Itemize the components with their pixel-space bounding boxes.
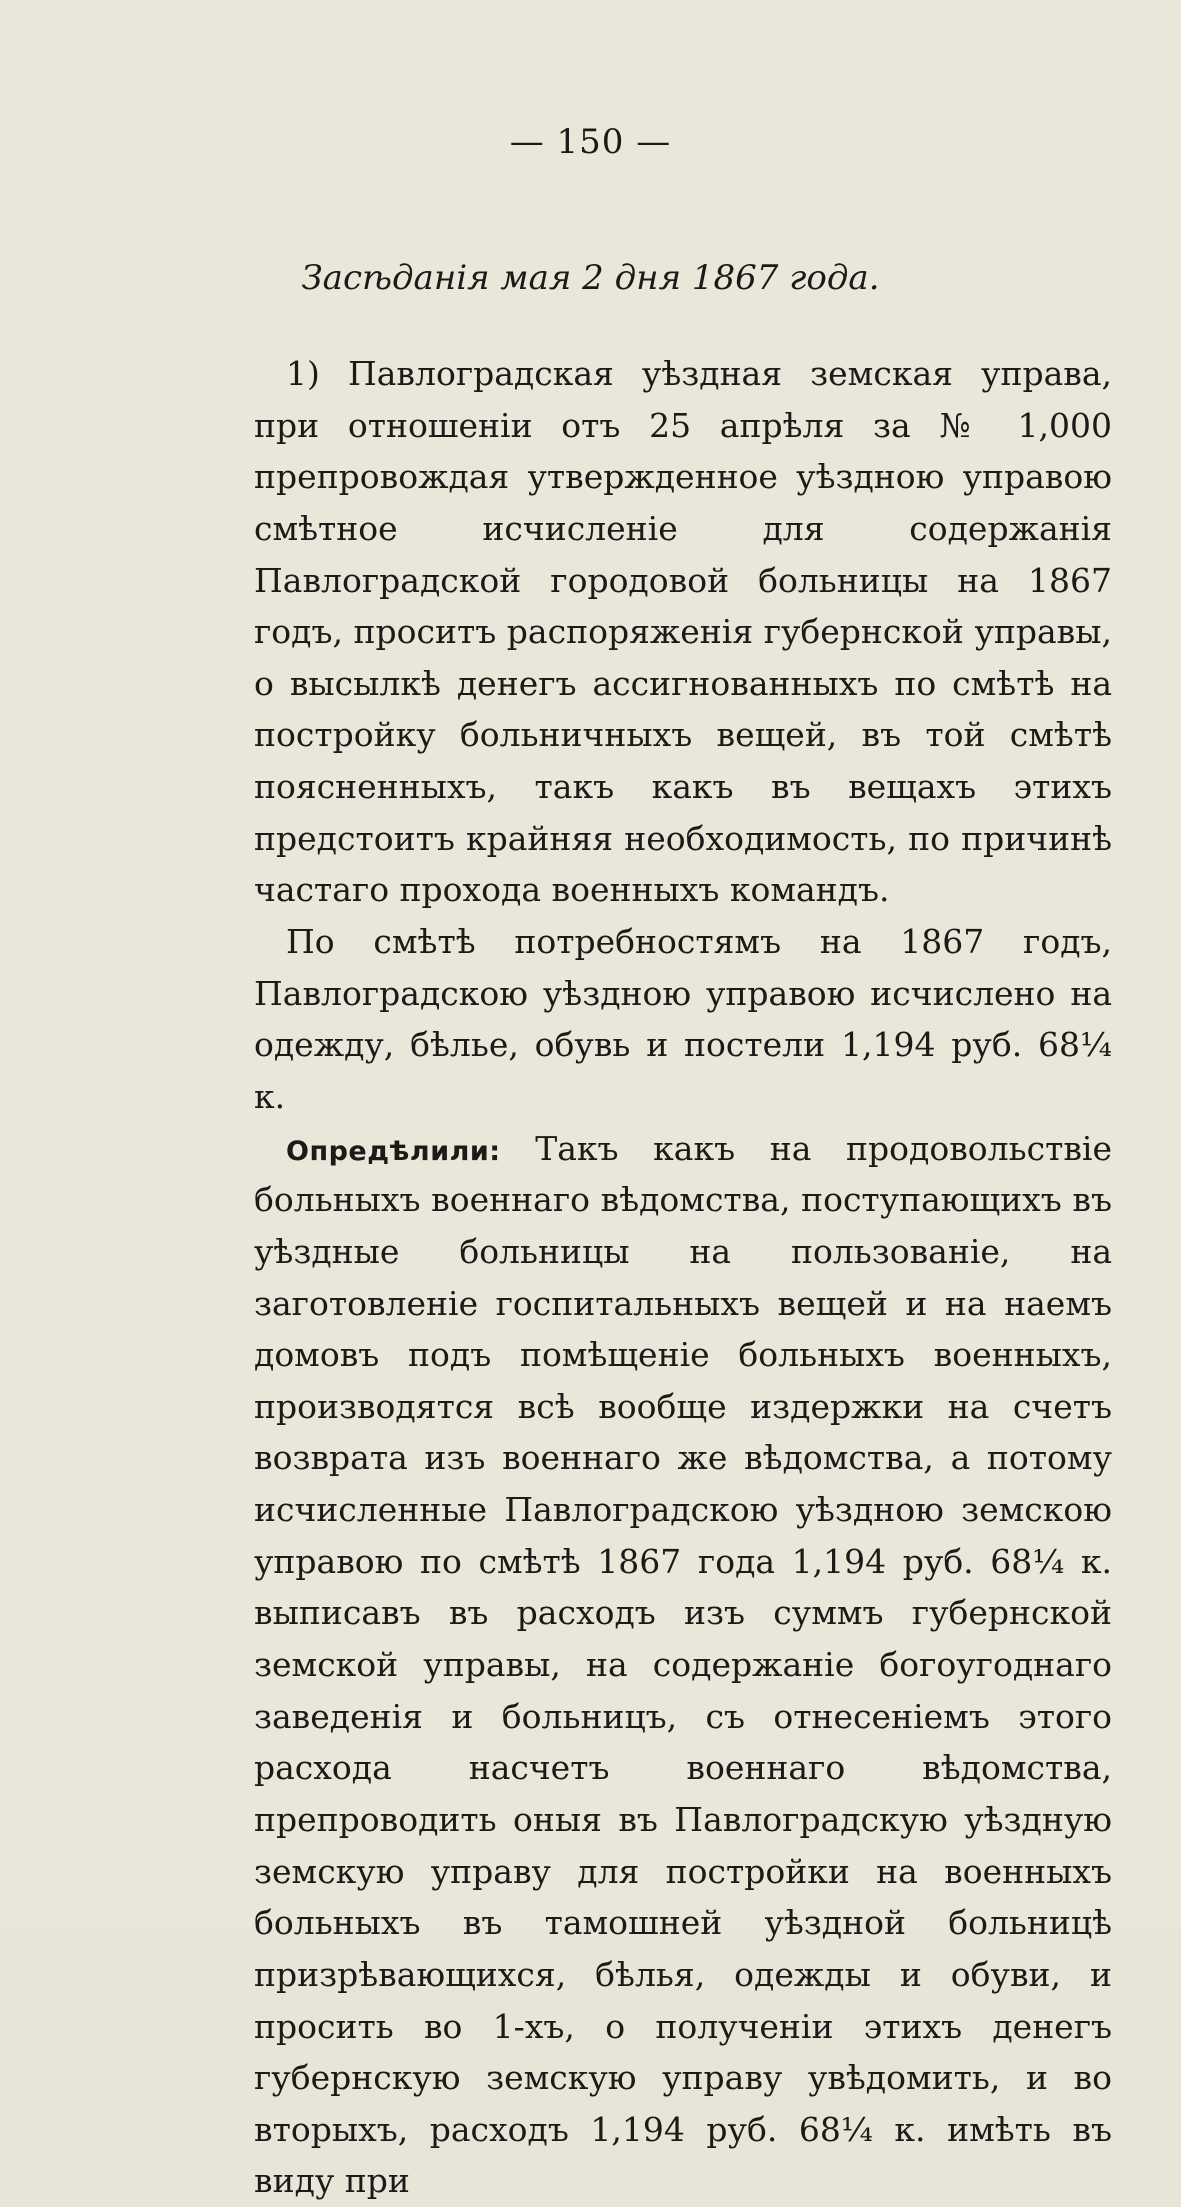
paragraph-resolution [254,1123,1112,2207]
resolution-label: Опредѣлили: [286,1135,501,1167]
paragraph-estimate: По смѣтѣ потребностямъ на 1867 годъ, Павлоградскою уѣздною управою исчислено на одежду, бѣлье, обувь и постели 1,194 руб. 68¼ к. [254,922,1112,1116]
page-number: — 150 — [509,122,672,162]
section-heading: Засѣданія мая 2 дня 1867 года. [301,258,880,298]
paragraph-petition: 1) Павлоградская уѣздная земская управа, при отношеніи отъ 25 апрѣля за № 1,000 препровождая утвержденное уѣздною управою смѣтное исчисленіе для содержанія Павлоградской городовой больницы на 1867 годъ, проситъ распоряженія губернской управы, о высылкѣ денегъ ассигнованныхъ по смѣтѣ на постройку больничныхъ вещей, въ той смѣтѣ поясненныхъ, такъ какъ въ вещахъ этихъ предстоитъ крайняя необходимость, по причинѣ частаго прохода военныхъ командъ. [254,354,1112,910]
body-text [254,348,1112,2207]
resolution-text: Такъ какъ на продовольствіе больныхъ военнаго вѣдомства, поступающихъ въ уѣздные больницы на пользованіе, на заготовленіе госпитальныхъ вещей и на наемъ домовъ подъ помѣщеніе больныхъ военныхъ, производятся всѣ вообще издержки на счетъ возврата изъ военнаго же вѣдомства, а потому исчисленные Павлоградскою уѣздною земскою управою по смѣтѣ 1867 года 1,194 руб. 68¼ к. выписавъ въ расходъ изъ суммъ губернской земской управы, на содержаніе богоугоднаго заведенія и больницъ, съ отнесеніемъ этого расхода насчетъ военнаго вѣдомства, препроводить оныя въ Павлоградскую уѣздную земскую управу для постройки на военныхъ больныхъ въ тамошней уѣздной больницѣ призрѣвающихся, бѣлья, одежды и обуви, и просить во 1-хъ, о полученіи этихъ денегъ губернскую земскую управу увѣдомить, и во вторыхъ, расходъ 1,194 руб. 68¼ к. имѣть въ виду при [254,1128,1112,2201]
